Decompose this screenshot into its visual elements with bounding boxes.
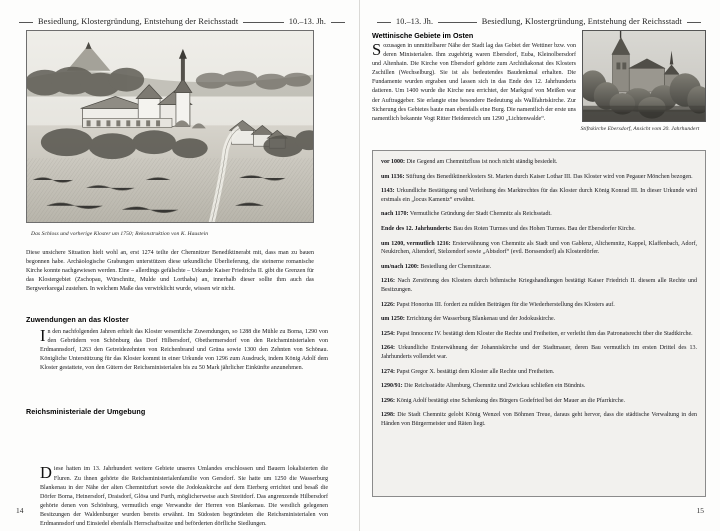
chronology-entry (381, 158, 697, 167)
running-head-period: 10.–13. Jh. (288, 16, 326, 26)
chronology-entry (381, 397, 697, 406)
left-intro-paragraph (26, 249, 314, 294)
rule-right-end (687, 22, 701, 23)
chronology-text: Urkundliche Bestätigung und Verleihung des Marktrechtes für das Kloster durch König Konrad III. In dieser Urkunde wird erstmals ein „locus Kameniz“ erwähnt. (381, 188, 697, 203)
page-number-right: 15 (696, 506, 704, 515)
chronology-date: um 1250: (381, 316, 405, 323)
chronology-date: 1254: (381, 330, 395, 337)
chronology-entry (381, 330, 697, 339)
section-heading-zuwendungen: Zuwendungen an das Kloster (26, 315, 129, 324)
chronology-date: um/nach 1200: (381, 263, 419, 270)
paragraph-text: iese hatten im 13. Jahrhundert weitere Gebiete unseres Umlandes erschlossen und Bauern lokalisierten die Fluren. Zu ihnen gehörte die Reichsministerialenfamilie von Gersdorf. Sie hatte um 1250 die Wasserburg Blankenau in der Nähe der alten Chemnitzfurt sowie die Jodokuskirche auf dem Eierberg errichtet und besaß die Dörfer Borna, Heinersdorf, Draisdorf, Glösa und Furth, möglicherweise auch Streitdorf. Das angrenzende Hilbersdorf gehörte denen von Schönburg, vermutlich enge Verwandte der Herren von Blankenau. Die westlich gelegenen Besitzungen der Waldenburger wurden bereits erwähnt. Im Südosten begründeten die Reichsministerialen von Erdmannsdorf und Einsiedel ebenfalls Herrschaftssitze und beförderten dörfliche Siedlungen. (40, 466, 328, 528)
paragraph-text: ozusagen in unmittelbarer Nähe der Stadt lag das Gebiet der Wettiner bzw. von deren Ministerialen. Ihm zugehörig waren Ebersdorf, Euba, Kleinolbersdorf und Altenhain. Die Kirche von Ebersdorf gehörte zum Archidiakonat des Klosters Zschillen (Wechselburg). Sie ist als bedeutendes Baudenkmal erhalten. Die Fundamente wurden ergraben und lassen sich in das Ende des 12. Jahrhunderts datieren. Um 1400 wurde die Kirche neu errichtet, der Markgraf von Meißen war der Auftraggeber. Sie erlangte eine besondere Bedeutung als Wallfahrtskirche. Zur Sicherung des Gebietes baute man ebenfalls eine Burg. Die namentlich der erste uns namentlich bekannte Vogt Ritter Heidenreich um 1290 „Lichtenwalde“. (372, 43, 576, 122)
chronology-date: 1226: (381, 301, 395, 308)
chronology-date: 1298: (381, 412, 395, 419)
chronology-entry (381, 382, 697, 391)
rule-left-start (19, 22, 33, 23)
chronology-date: 1296: (381, 397, 395, 404)
chronology-entry (381, 411, 697, 428)
running-head-title: Besiedlung, Klostergründung, Entstehung der Reichsstadt (481, 16, 682, 26)
chronology-entry (381, 210, 697, 219)
chronology-date: 1216: (381, 278, 395, 285)
chronology-entry (381, 301, 697, 310)
chronology-text: Papst Gregor X. bestätigt dem Kloster alle Rechte und Freiheiten. (395, 368, 555, 375)
chronology-date: um 1136: (381, 173, 405, 180)
chronology-entry (381, 315, 697, 324)
chronology-date: 1264: (381, 345, 395, 352)
chronology-entry (381, 368, 697, 377)
chronology-date: 1274: (381, 368, 395, 375)
dropcap-letter-i: I (40, 326, 46, 345)
chronology-text: König Adolf bestätigt eine Schenkung des Bürgers Godefried bei der Mauer an die Pfarrkirche. (395, 397, 625, 404)
rule-left-end (331, 22, 345, 23)
chronology-date: 1143: (381, 188, 395, 195)
engraving-schloss-kloster (26, 30, 314, 223)
chronology-text: Vermutliche Gründung der Stadt Chemnitz als Reichsstadt. (408, 211, 552, 218)
chronology-text: Errichtung der Wasserburg Blankenau und der Jodokuskirche. (404, 316, 556, 323)
running-head-right (372, 14, 706, 28)
running-head-left (14, 14, 350, 28)
section-heading-reichsministeriale: Reichsministeriale der Umgebung (26, 407, 146, 416)
chronology-text: Besiedlung der Chemnitzaue. (418, 263, 492, 270)
chronology-entry (381, 344, 697, 361)
chronology-entry (381, 263, 697, 272)
photo-caption: Stiftskirche Ebersdorf, Ansicht vom 20. Jahrhundert (580, 126, 700, 132)
chronology-text: Bau des Roten Turmes und des Hohen Turmes. Bau der Ebersdorfer Kirche. (451, 225, 636, 232)
chronology-entry (381, 225, 697, 234)
chronology-date: nach 1170: (381, 211, 409, 218)
section-body-zuwendungen (40, 328, 328, 373)
chronology-entry (381, 240, 697, 257)
running-head-period: 10.–13. Jh. (396, 16, 434, 26)
dropcap-letter-s: S (372, 40, 382, 59)
rule-right-mid (438, 22, 477, 23)
chronology-box (372, 150, 706, 497)
chronology-text: Ersterwähnung von Chemnitz als Stadt und von Gablenz, Altchemnitz, Kappel, Klaffenbach, Adorf, Neukirchen, Altendorf, Stelzendorf sowie „Abtsdorf“ (evtl. Borssendorf) als Klosterdörfer. (381, 240, 697, 256)
chronology-date: vor 1000: (381, 159, 406, 165)
chronology-entry (381, 277, 697, 294)
chronology-date: Ende des 12. Jahrhunderts: (381, 225, 452, 232)
chronology-date: um 1200, vermutlich 1216: (381, 240, 451, 247)
paragraph-text: n den nachfolgenden Jahren erhielt das Kloster wesentliche Zuwendungen, so 1288 die Mühle zu Borna, 1290 von den Gebrüdern von Schönburg das Dorf Hilbersdorf, Obethermersdorf von den Reichsministerialen von Erdmannsdorf, 1263 den Getreidezehnten von Reichenbrand und Grüna sowie 1300 den Zehnten von Schönau. Königliche Unterstützung für das Kloster kommt in einer Urkunde von 1296 zum Ausdruck, indem König Adolf dem Kloster gestattete, von den Gütern der Reichsministerialen bis zu 50 Mark jährlicher Einkünfte anzunehmen. (40, 329, 328, 372)
dropcap-letter-d: D (40, 463, 52, 483)
section-body-wettinische-gebiete (372, 42, 576, 124)
chronology-text: Papst Innocenz IV. bestätigt dem Kloster die Rechte und Freiheiten, er verleiht ihm das Patronatsrecht über die Stadtkirche. (395, 330, 693, 337)
right-page (360, 0, 720, 531)
running-head-title: Besiedlung, Klostergründung, Entstehung der Reichsstadt (38, 16, 239, 26)
engraving-artwork (27, 31, 313, 223)
photo-stiftskirche-ebersdorf (582, 30, 706, 122)
engraving-caption: Das Schloss und vorherige Kloster um 1750; Rekonstruktion von K. Haustein (31, 231, 209, 237)
chronology-text: Papst Honorius III. fordert zu milden Beiträgen für die Wiederherstellung des Klosters auf. (395, 301, 615, 308)
chronology-entry (381, 187, 697, 204)
chronology-text: Die Reichsstädte Altenburg, Chemnitz und Zwickau schließen ein Bündnis. (402, 383, 586, 390)
section-body-reichsministeriale (40, 465, 328, 529)
chronology-date: 1290/91: (381, 383, 403, 390)
chronology-text: Stiftung des Benediktinerklosters St. Marien durch Kaiser Lothar III. Das Kloster wird von Pegauer Mönchen bezogen. (404, 173, 693, 180)
chronology-text: Urkundliche Ersterwähnung der Johanniskirche und der Stadtmauer, deren Bau vermutlich im ersten Drittel des 13. Jahrhunderts vollendet war. (381, 345, 697, 360)
rule-left-mid (243, 22, 284, 23)
page-number-left: 14 (16, 506, 24, 515)
paragraph-text: Diese unsichere Situation hielt wohl an, erst 1274 teilte der Chemnitzer Benediktinerabt mit, dass man zu bauen begonnen habe. Archäologische Grabungen unterstützen diese urkundliche Überlieferung, die steinerne romanische Kirche konnte nachgewiesen werden. Eine – allerdings gefälschte – Urkunde Kaiser Friedrichs II. gibt die Grenzen für das Klostergebiet (Zschopau, Würschnitz, Mulde und Lorthaba) an, innerhalb dieser sollte ihm auch das Bergwerksregal zustehen. In welchem Maße das verwirklicht wurde, wissen wir nicht. (26, 250, 314, 293)
chronology-text: Die Gegend am Chemnitzfluss ist noch nicht ständig besiedelt. (405, 159, 558, 165)
photo-artwork (583, 31, 705, 122)
section-heading-wettinische-gebiete: Wettinische Gebiete im Osten (372, 31, 474, 40)
chronology-entry (381, 173, 697, 182)
rule-right-start (377, 22, 391, 23)
chronology-text: Nach Zerstörung des Klosters durch böhmische Kriegshandlungen bestätigt Kaiser Friedrich II. diesem alle Rechte und Besitzungen. (381, 278, 697, 293)
chronology-text: Die Stadt Chemnitz gelobt König Wenzel von Böhmen Treue, daraus geht hervor, dass die städtische Verwaltung in den Händen von Bürgermeister und Räten liegt. (381, 412, 697, 427)
